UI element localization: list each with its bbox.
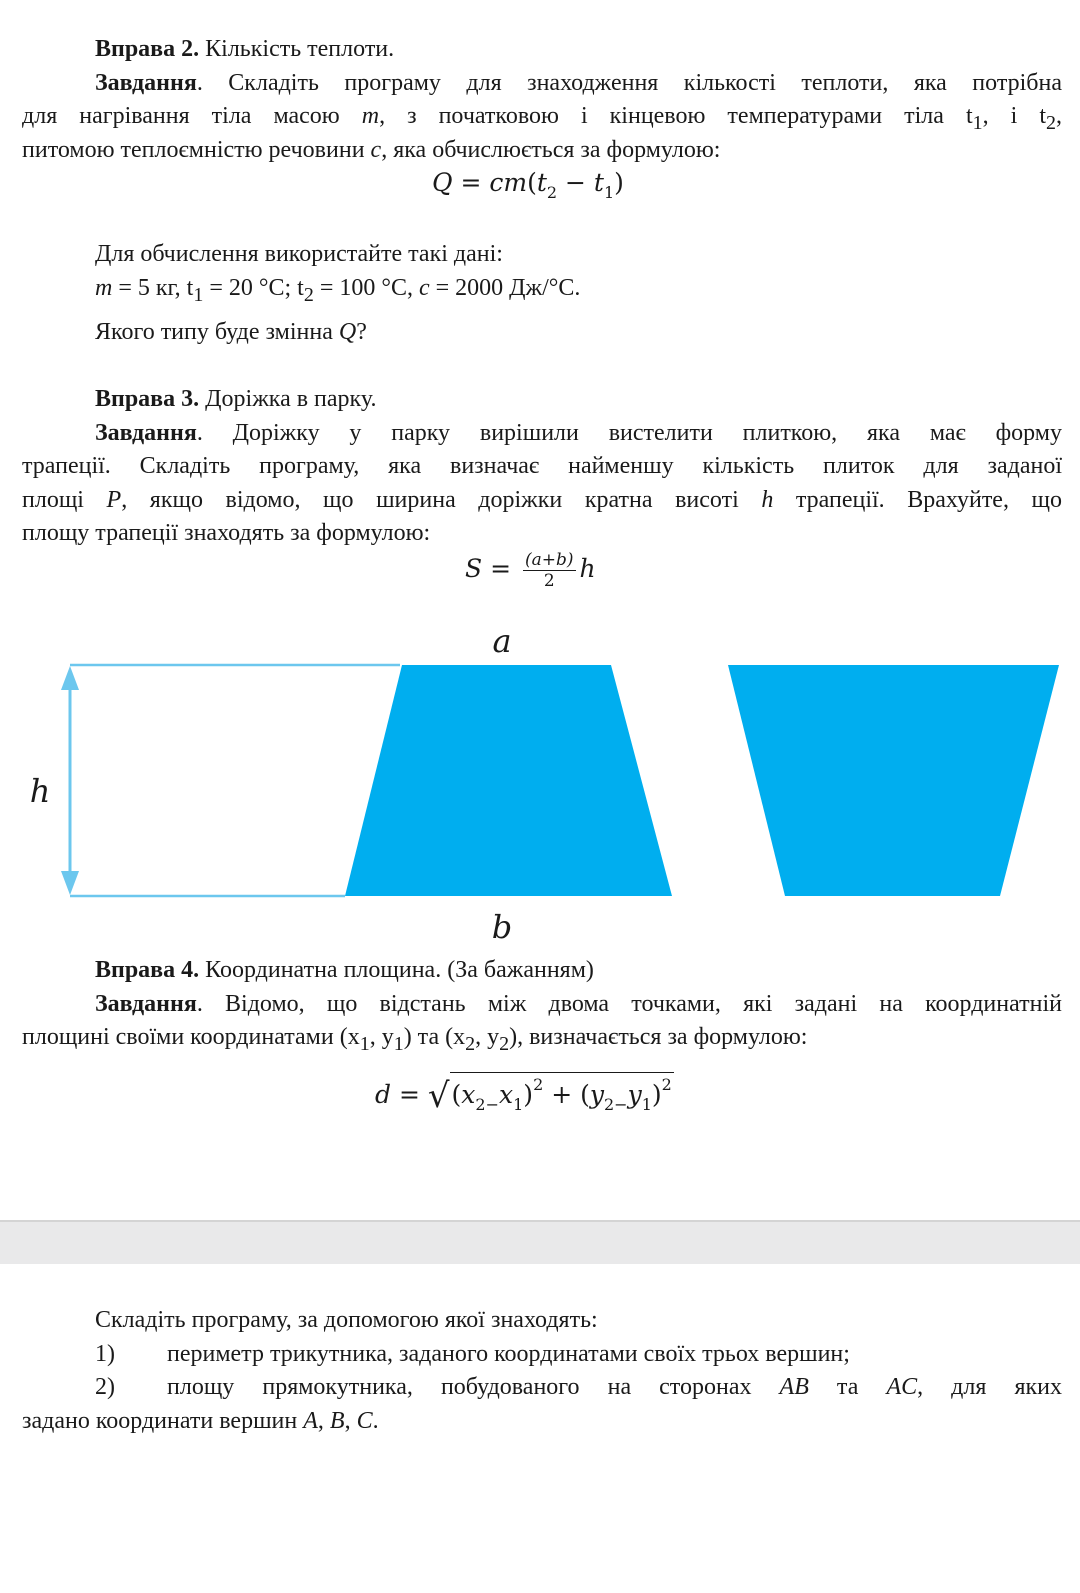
part2-item2-line2: [22, 1405, 1062, 1438]
f4-close1: ): [523, 1080, 534, 1109]
f3-numerator: (a+b): [524, 550, 574, 570]
ex4-t2d: , y: [475, 1024, 500, 1050]
ex2-sub2: 2: [1046, 111, 1056, 134]
ex2-data-intro: Для обчислення використайте такі дані:: [95, 241, 503, 267]
f4-pow2: 2: [661, 1075, 672, 1094]
f4-s1b: 1: [641, 1095, 652, 1114]
ex2-ds1: 1: [193, 283, 204, 306]
document-page-2: [0, 1264, 1080, 1593]
trapezoid-figure: [0, 610, 1080, 950]
f3-lhs: S: [465, 554, 483, 583]
ex4-task-line1: [95, 988, 1062, 1021]
ex3-title: [95, 383, 1062, 416]
f4-open2: (: [580, 1080, 590, 1109]
f2-minus: −: [557, 168, 594, 197]
ex4-t2e: ), визначається за формулою:: [509, 1024, 808, 1050]
ex2-d2: = 20 °C; t: [203, 275, 304, 301]
ex4-formula: [375, 1072, 674, 1116]
item1-text: периметр трикутника, заданого координатами своїх трьох вершин;: [167, 1341, 850, 1367]
ex2-d3: = 100 °C,: [313, 275, 419, 301]
ex2-qQ: Q: [338, 319, 357, 345]
f4-x: x: [461, 1080, 476, 1109]
ex2-d1: = 5 кг, t: [112, 275, 194, 301]
arrow-up-icon: [61, 666, 79, 690]
part2-item2: [95, 1371, 1062, 1404]
ex2-task-line1: [95, 67, 1062, 100]
f4-xb: x: [499, 1080, 514, 1109]
label-a: a: [492, 622, 512, 660]
ex4-t2c: ) та (x: [403, 1024, 466, 1050]
ex2-var-m: m: [361, 103, 380, 129]
ex2-t2d: ,: [1056, 103, 1062, 129]
ex3-task-line2: трапеції. Складіть програму, яка визначає найменшу кількість плиток для заданої: [22, 453, 1062, 479]
ex2-qb: ?: [356, 319, 367, 345]
f4-pow1: 2: [533, 1075, 544, 1094]
ex4-s1: 1: [359, 1032, 370, 1055]
f4-s1a: 1: [513, 1095, 524, 1114]
part2-item1: [95, 1338, 1062, 1371]
part2-intro: Складіть програму, за допомогою якої знаходять:: [95, 1307, 598, 1333]
ex2-task-label: Завдання: [95, 70, 197, 96]
ex2-formula: [432, 168, 624, 202]
f2-t: t: [536, 168, 547, 197]
item2-b: та: [808, 1374, 887, 1400]
f2-cm: cm: [489, 168, 528, 197]
item2-A: A: [303, 1408, 318, 1434]
ex2-title: [95, 33, 1062, 66]
trapezoid-tile-inverted: [728, 665, 1059, 896]
ex4-title-text: Координатна площина. (За бажанням): [199, 957, 594, 983]
item2-C: C: [356, 1408, 373, 1434]
item2-a: площу прямокутника, побудованого на сторонах: [167, 1374, 780, 1400]
ex3-task-line3: [22, 484, 1062, 517]
ex2-title-text: Кількість теплоти.: [199, 36, 395, 62]
ex3-formula: [465, 550, 596, 591]
f4-lhs: d: [375, 1080, 392, 1109]
ex4-t2a: площині своїми координатами (x: [22, 1024, 360, 1050]
ex3-task-line1: [95, 417, 1062, 450]
item1-number: 1): [95, 1341, 115, 1367]
f3-h: h: [579, 554, 596, 583]
page-separator: [0, 1222, 1080, 1264]
item2-AB: AB: [779, 1374, 809, 1400]
item2-comma1: ,: [317, 1408, 330, 1434]
ex2-t2b: , з початковою і кінцевою температурами тіла t: [379, 103, 973, 129]
f2-sub1: 1: [603, 183, 615, 202]
item2-AC: AC: [886, 1374, 918, 1400]
ex2-data-values: [95, 272, 1062, 312]
f4-y: y: [589, 1080, 604, 1109]
label-b: b: [491, 908, 513, 946]
f3-denominator: 2: [543, 571, 555, 591]
ex2-sub1: 1: [972, 111, 983, 134]
ex4-task-label: Завдання: [95, 991, 197, 1017]
ex2-question: [95, 316, 1062, 349]
ex3-t3a: площі: [22, 487, 107, 513]
ex2-t2a: для нагрівання тіла масою: [22, 103, 362, 129]
f3-eq: =: [482, 554, 519, 583]
f4-s2b: 2: [603, 1095, 615, 1114]
f4-eq: =: [391, 1080, 428, 1109]
f2-close: ): [614, 168, 624, 197]
f4-close2: ): [651, 1080, 662, 1109]
ex2-task-text1: . Складіть програму для знаходження кількості теплоти, яка потрібна: [196, 70, 1062, 96]
ex4-s3: 2: [465, 1032, 476, 1055]
ex2-ds2: 2: [303, 283, 314, 306]
ex3-var-P: P: [106, 487, 122, 513]
f2-open: (: [527, 168, 537, 197]
ex2-var-c: c: [370, 137, 382, 163]
item2-dot: .: [372, 1408, 379, 1434]
ex2-t3b: , яка обчислюється за формулою:: [381, 137, 721, 163]
ex4-t2b: , y: [369, 1024, 394, 1050]
ex3-title-bold: Вправа 3.: [95, 386, 200, 412]
f4-plus: +: [543, 1080, 581, 1109]
item2-number: 2): [95, 1374, 115, 1400]
ex3-task-label: Завдання: [95, 420, 197, 446]
ex4-task-line2: [22, 1021, 1062, 1061]
ex4-s4: 2: [499, 1032, 510, 1055]
ex2-task-line3: [22, 134, 1062, 167]
ex2-data-c: c: [418, 275, 430, 301]
ex4-title-bold: Вправа 4.: [95, 957, 200, 983]
ex3-var-h: h: [761, 487, 774, 513]
f2-eq: =: [452, 168, 490, 197]
ex3-t3c: трапеції. Врахуйте, що: [773, 487, 1063, 513]
f2-t-b: t: [593, 168, 604, 197]
ex2-d4: = 2000 Дж/°C.: [429, 275, 581, 301]
f4-dash2: −: [614, 1095, 628, 1114]
item2-B: B: [329, 1408, 345, 1434]
item2-c: , для яких: [917, 1374, 1063, 1400]
ex2-title-bold: Вправа 2.: [95, 36, 200, 62]
ex2-data-m: m: [95, 275, 113, 301]
f4-yb: y: [627, 1080, 642, 1109]
f4-open1: (: [451, 1080, 462, 1109]
ex2-t2c: , і t: [982, 103, 1046, 129]
f4-dash: −: [485, 1095, 499, 1114]
ex3-task-line4: площу трапеції знаходять за формулою:: [22, 520, 431, 546]
item2-comma2: ,: [344, 1408, 357, 1434]
ex3-t1: . Доріжку у парку вирішили вистелити плиткою, яка має форму: [196, 420, 1062, 446]
item2-l2a: задано координати вершин: [22, 1408, 304, 1434]
ex2-qa: Якого типу буде змінна: [95, 319, 339, 345]
label-h: h: [29, 772, 51, 810]
f3-fraction: [523, 550, 576, 591]
ex4-t1: . Відомо, що відстань між двома точками, які задані на координатній: [196, 991, 1062, 1017]
arrow-down-icon: [61, 871, 79, 895]
ex3-t3b: , якщо відомо, що ширина доріжки кратна висоті: [121, 487, 762, 513]
sqrt-icon: √: [427, 1076, 450, 1116]
f2-sub2: 2: [546, 183, 558, 202]
ex3-title-text: Доріжка в парку.: [199, 386, 377, 412]
ex4-title: [95, 954, 1062, 987]
f4-s2a: 2: [475, 1095, 486, 1114]
f4-radicand: [450, 1072, 674, 1114]
ex2-t3a: питомою теплоємністю речовини: [22, 137, 371, 163]
f2-lhs: Q: [432, 168, 453, 197]
trapezoid-tile: [345, 665, 672, 896]
ex4-s2: 1: [393, 1032, 404, 1055]
